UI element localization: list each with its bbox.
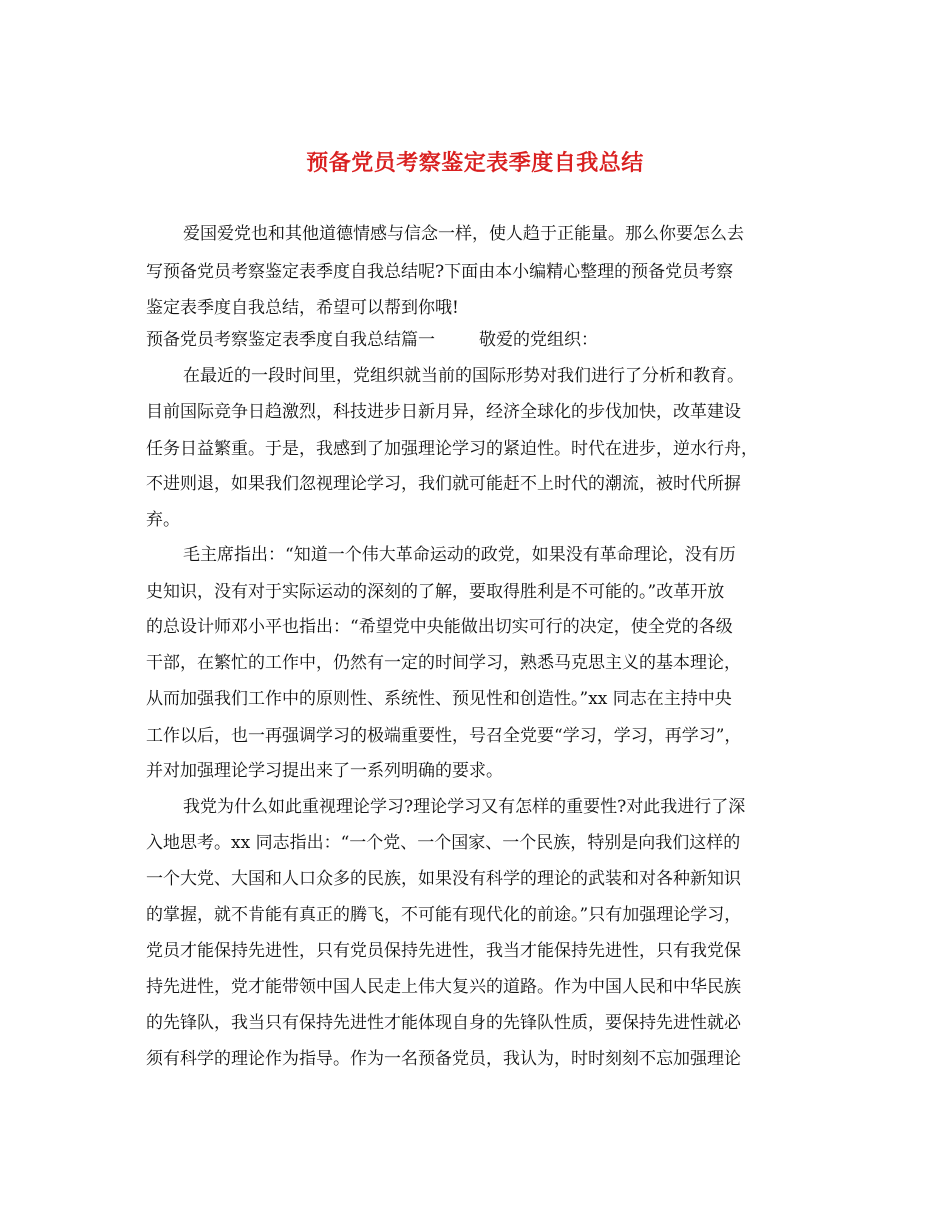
paragraph-line: 毛主席指出：“知道一个伟大革命运动的政党，如果没有革命理论，没有历	[183, 545, 736, 565]
document-title: 预备党员考察鉴定表季度自我总结	[306, 150, 644, 176]
paragraph-line: 目前国际竞争日趋激烈，科技进步日新月异，经济全球化的步伐加快，改革建设	[146, 402, 741, 422]
paragraph-line: 爱国爱党也和其他道德情感与信念一样，使人趋于正能量。那么你要怎么去	[183, 224, 744, 244]
paragraph-line: 鉴定表季度自我总结，希望可以帮到你哦!	[146, 298, 459, 318]
paragraph-line: 的先锋队，我当只有保持先进性才能体现自身的先锋队性质，要保持先进性就必	[146, 1013, 741, 1033]
paragraph-line: 在最近的一段时间里，党组织就当前的国际形势对我们进行了分析和教育。	[183, 366, 744, 386]
paragraph-line: 不进则退，如果我们忽视理论学习，我们就可能赶不上时代的潮流，被时代所摒	[146, 474, 741, 494]
paragraph-line: 史知识，没有对于实际运动的深刻的了解，要取得胜利是不可能的。”改革开放	[146, 582, 725, 602]
paragraph-line: 弃。	[146, 510, 180, 530]
paragraph-line: 从而加强我们工作中的原则性、系统性、预见性和创造性。”xx 同志在主持中央	[146, 689, 732, 709]
paragraph-line: 须有科学的理论作为指导。作为一名预备党员，我认为，时时刻刻不忘加强理论	[146, 1049, 741, 1069]
paragraph-line: 我党为什么如此重视理论学习?理论学习又有怎样的重要性?对此我进行了深	[183, 797, 746, 817]
paragraph-line: 写预备党员考察鉴定表季度自我总结呢?下面由本小编精心整理的预备党员考察	[146, 262, 734, 282]
paragraph-line: 工作以后，也一再强调学习的极端重要性，号召全党要“学习，学习，再学习”，	[146, 726, 742, 746]
paragraph-line: 党员才能保持先进性，只有党员保持先进性，我当才能保持先进性，只有我党保	[146, 941, 741, 961]
section-heading: 预备党员考察鉴定表季度自我总结篇一	[146, 330, 435, 350]
paragraph-line: 任务日益繁重。于是，我感到了加强理论学习的紧迫性。时代在进步，逆水行舟，	[146, 439, 758, 459]
salutation: 敬爱的党组织：	[479, 330, 598, 350]
section-heading-line	[146, 330, 816, 350]
paragraph-line: 并对加强理论学习提出来了一系列明确的要求。	[146, 761, 503, 781]
paragraph-line: 的掌握，就不肯能有真正的腾飞，不可能有现代化的前途。”只有加强理论学习，	[146, 905, 742, 925]
paragraph-line: 干部，在繁忙的工作中，仍然有一定的时间学习，熟悉马克思主义的基本理论，	[146, 653, 741, 673]
paragraph-line: 一个大党、大国和人口众多的民族，如果没有科学的理论的武装和对各种新知识	[146, 869, 741, 889]
paragraph-line: 持先进性，党才能带领中国人民走上伟大复兴的道路。作为中国人民和中华民族	[146, 977, 741, 997]
paragraph-line: 入地思考。xx 同志指出：“一个党、一个国家、一个民族，特别是向我们这样的	[146, 833, 741, 853]
paragraph-line: 的总设计师邓小平也指出：“希望党中央能做出切实可行的决定，使全党的各级	[146, 617, 733, 637]
